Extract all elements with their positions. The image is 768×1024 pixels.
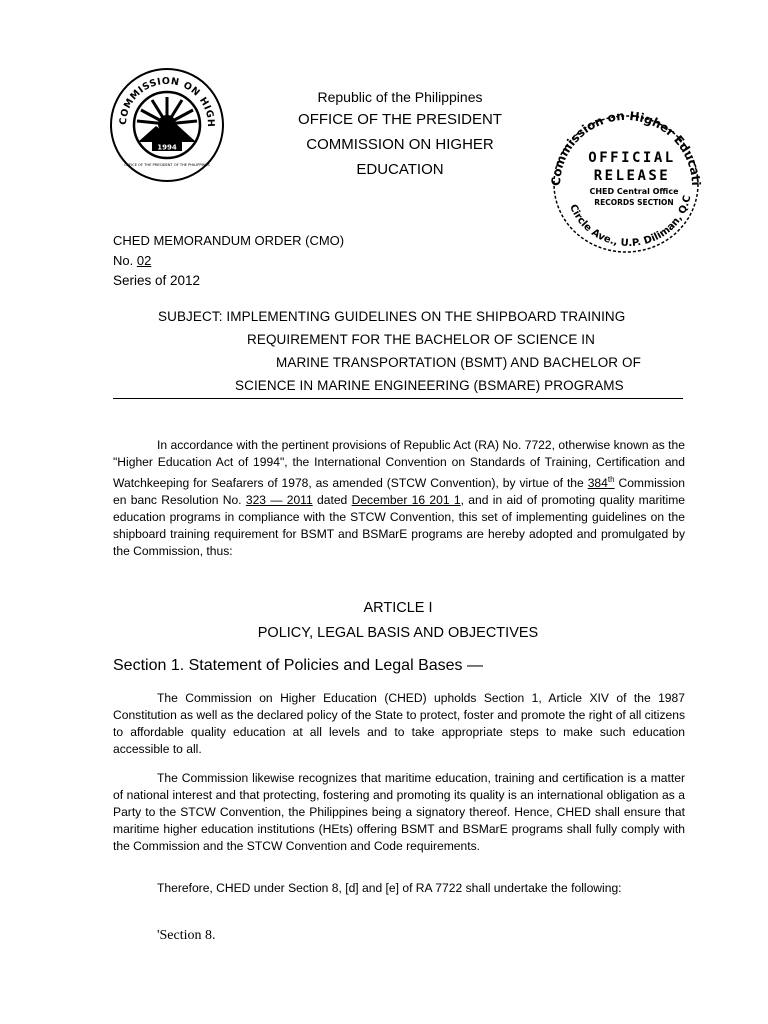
quoted-section-start: 'Section 8. bbox=[157, 928, 216, 943]
commission-ordinal bbox=[588, 476, 615, 490]
memo-number-value: 02 bbox=[136, 253, 152, 268]
memo-title: CHED MEMORANDUM ORDER (CMO) bbox=[113, 233, 345, 248]
intro-text: Commission en banc Resolution No. bbox=[113, 476, 685, 508]
intro-text: , and in aid of promoting quality maritime education programs in compliance with the STCW Convention, this set of implementing guidelines on the shipboard training requirement for BSMT and BSMarE programs are hereby adopted and promulgated by the Commission, thus: bbox=[113, 493, 686, 559]
stamp-address: Circle Ave., U.P. Diliman, Q.C bbox=[567, 194, 694, 250]
intro-paragraph bbox=[113, 437, 685, 560]
subject-line-1: SUBJECT: IMPLEMENTING GUIDELINES ON THE SHIPBOARD TRAINING bbox=[158, 309, 626, 324]
seal-bottom-text: OFFICE OF THE PRESIDENT OF THE PHILIPPINES bbox=[124, 163, 210, 167]
memo-number-label: No. bbox=[113, 253, 137, 268]
stamp-release: RELEASE bbox=[593, 168, 671, 184]
article-title: ARTICLE I bbox=[363, 600, 433, 616]
memo-number bbox=[113, 253, 151, 268]
office-of-the-president: OFFICE OF THE PRESIDENT bbox=[298, 111, 502, 128]
subject-line-3: MARINE TRANSPORTATION (BSMT) AND BACHELOR OF bbox=[276, 355, 641, 370]
subject-divider bbox=[113, 398, 683, 399]
intro-text: In accordance with the pertinent provisions of Republic Act (RA) No. 7722, otherwise known as the "Higher Education Act of 1994", the International Convention on Standards of Training, Certification and Watchkeeping for Seafarers of 1978, as amended (STCW Convention), by virtue of the bbox=[113, 438, 685, 491]
republic-line: Republic of the Philippines bbox=[317, 89, 483, 105]
commission-line-2: EDUCATION bbox=[356, 161, 444, 178]
article-subtitle: POLICY, LEGAL BASIS AND OBJECTIVES bbox=[257, 625, 539, 641]
stamp-official: OFFICIAL bbox=[588, 150, 676, 166]
official-release-stamp bbox=[540, 98, 710, 256]
subject-line-4: SCIENCE IN MARINE ENGINEERING (BSMARE) PROGRAMS bbox=[235, 378, 624, 393]
section-heading: Section 1. Statement of Policies and Legal Bases — bbox=[113, 657, 483, 674]
ordinal-number: 384 bbox=[587, 476, 608, 491]
stamp-section: RECORDS SECTION bbox=[594, 198, 674, 207]
intro-text: dated bbox=[312, 493, 352, 508]
memo-series: Series of 2012 bbox=[113, 273, 201, 288]
seal-ring-text: COMMISSION ON HIGH bbox=[117, 75, 217, 128]
ordinal-suffix: th bbox=[607, 475, 615, 484]
resolution-number: 323 — 2011 bbox=[245, 493, 313, 508]
commission-line-1: COMMISSION ON HIGHER bbox=[306, 136, 494, 153]
stamp-office: CHED Central Office bbox=[589, 187, 679, 196]
subject-line-2: REQUIREMENT FOR THE BACHELOR OF SCIENCE IN bbox=[247, 332, 595, 347]
seal-year: 1994 bbox=[157, 143, 177, 152]
section-paragraph-2: The Commission likewise recognizes that maritime education, training and certification is a matter of national interest and that protecting, fostering and promoting its quality is an international obligation as a Party to the STCW Convention, the Philippines being a signatory thereof. Hence, CHED shall ensure that maritime higher education institutions (HEts) offering BSMT and BSMarE programs shall fully comply with the Commission and the STCW Convention and Code requirements. bbox=[113, 771, 685, 853]
stamp-ring-text: Commission on Higher Educati bbox=[548, 108, 704, 187]
section-paragraph-3: Therefore, CHED under Section 8, [d] and [e] of RA 7722 shall undertake the following: bbox=[157, 881, 622, 895]
resolution-date: December 16 201 1 bbox=[351, 493, 461, 508]
section-paragraph-1: The Commission on Higher Education (CHED) upholds Section 1, Article XIV of the 1987 Constitution as well as the declared policy of the State to protect, foster and promote the right of all citizens to affordable quality education at all levels and to take appropriate steps to make such education accessible to all. bbox=[113, 691, 685, 756]
ched-seal-logo bbox=[108, 66, 226, 184]
